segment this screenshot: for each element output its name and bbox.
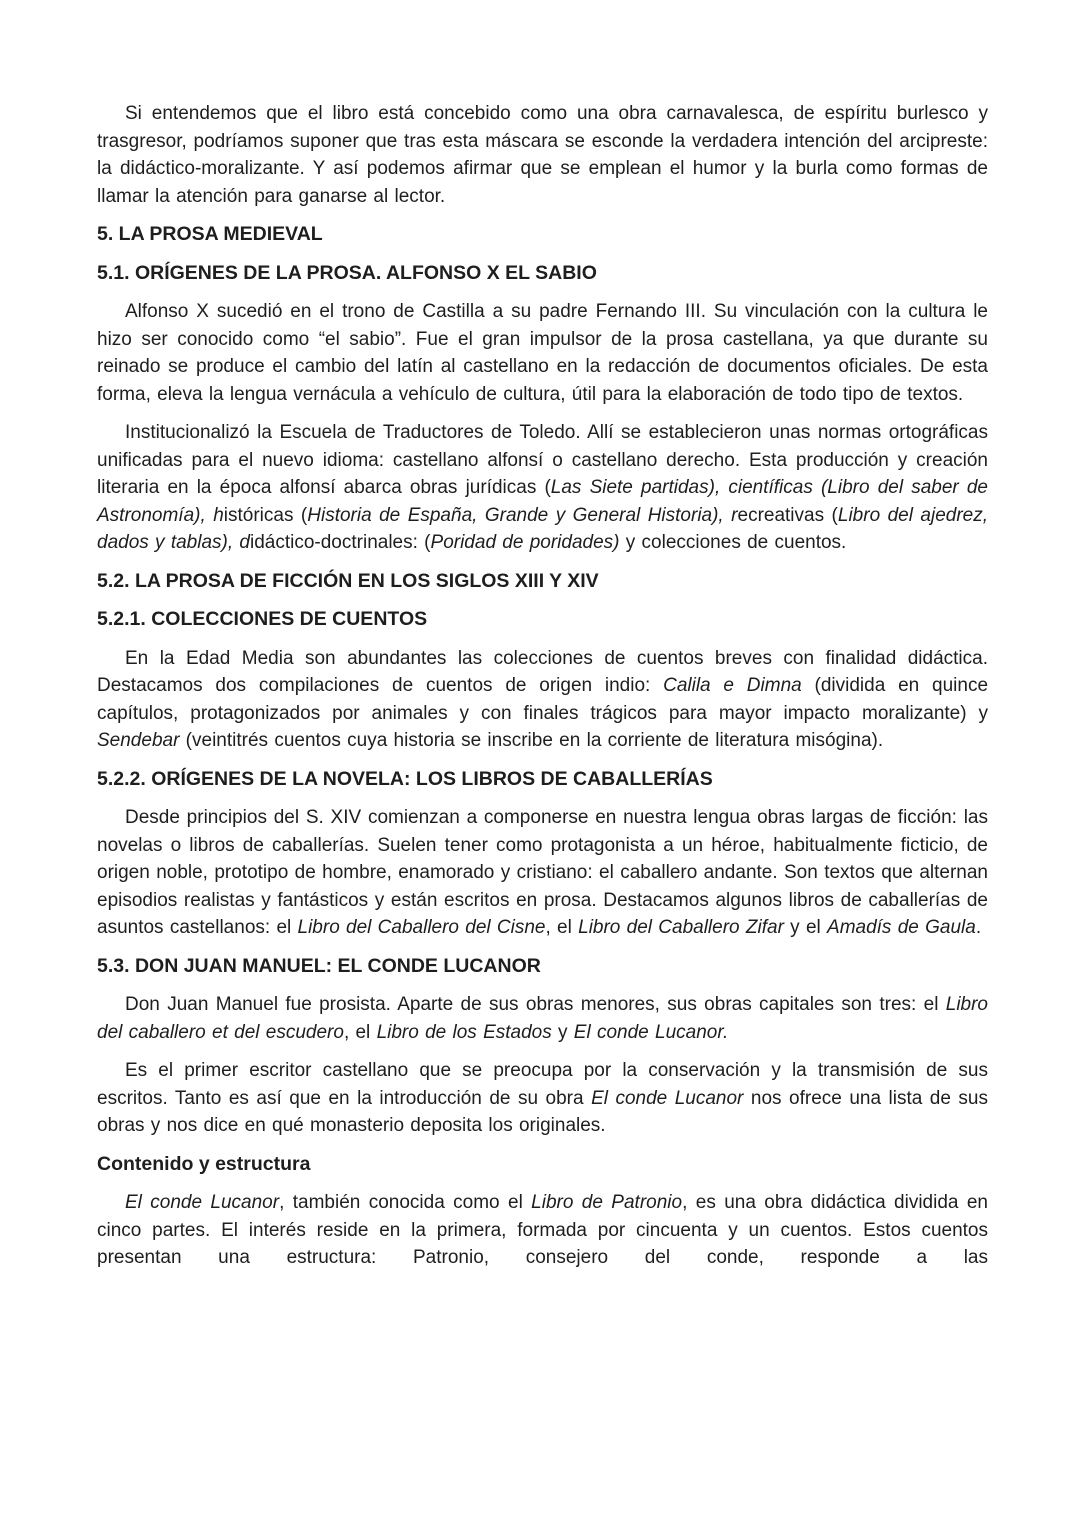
text-run: (veintitrés cuentos cuya historia se inscribe en la corriente de literatura misógina). xyxy=(179,730,884,751)
section-heading: 5.3. DON JUAN MANUEL: EL CONDE LUCANOR xyxy=(97,954,541,977)
section-heading: 5.1. ORÍGENES DE LA PROSA. ALFONSO X EL SABIO xyxy=(97,261,597,284)
paragraph xyxy=(97,298,988,408)
italic-text-run: Las Siete partidas), xyxy=(550,477,721,498)
section-heading: 5.2.2. ORÍGENES DE LA NOVELA: LOS LIBROS DE CABALLERÍAS xyxy=(97,767,713,790)
italic-text-run: Libro del Caballero del Cisne xyxy=(297,917,546,938)
section-heading: Contenido y estructura xyxy=(97,1152,311,1175)
text-run: y el xyxy=(783,917,828,938)
italic-text-run: Historia de España, Grande y General Historia), r xyxy=(307,504,738,526)
italic-text-run: Libro del ajedrez, dados y tablas), d xyxy=(97,504,988,553)
text-run: (dividida en quince capítulos, protagonizados por animales y con finales trágicos para mayor impacto moralizante) y xyxy=(97,675,989,724)
section-heading: 5.2. LA PROSA DE FICCIÓN EN LOS SIGLOS XIII Y XIV xyxy=(97,569,599,592)
text-run: Institucionalizó la Escuela de Traductores de Toledo. Allí se establecieron unas normas ortográficas unificadas para el nuevo idioma: castellano alfonsí o castellano derecho. Esta producción y creación literaria en la época alfonsí abarca obras jurídicas ( xyxy=(97,422,988,498)
italic-text-run: Libro de los Estados xyxy=(376,1021,552,1043)
text-run: Alfonso X sucedió en el trono de Castilla a su padre Fernando III. Su vinculación con la cultura le hizo ser conocido como “el sabio”. Fue el gran impulsor de la prosa castellana, ya que durante su reinado se produce el cambio del latín al castellano en la redacción de documentos oficiales. De esta forma, eleva la lengua vernácula a vehículo de cultura, útil para la elaboración de todo tipo de textos. xyxy=(97,301,988,405)
italic-text-run: científicas (Libro del saber de Astronomía), h xyxy=(97,477,988,526)
text-run: Si entendemos que el libro está concebido como una obra carnavalesca, de espíritu burlesco y trasgresor, podríamos suponer que tras esta máscara se esconde la verdadera intención del arcipreste: la didáctico-moralizante. Y así podemos afirmar que se emplean el humor y la burla como formas de llamar la atención para ganarse al lector. xyxy=(97,103,988,207)
paragraph xyxy=(97,419,988,557)
italic-text-run: Poridad de poridades) xyxy=(430,532,620,553)
text-run: Es el primer escritor castellano que se preocupa por la conservación y la transmisión de sus escritos. Tanto es así que en la introducción de su obra xyxy=(97,1060,988,1109)
paragraph xyxy=(97,1189,988,1272)
italic-text-run: El conde Lucanor. xyxy=(573,1021,729,1043)
text-run: , es una obra didáctica dividida en cinco partes. El interés reside en la primera, formada por cincuenta y un cuentos. Estos cuentos presentan una estructura: Patronio, consejero del conde, responde a las xyxy=(97,1192,988,1268)
italic-text-run: El conde Lucanor xyxy=(125,1192,280,1213)
text-run: , el xyxy=(545,917,579,938)
text-run: nos ofrece una lista de sus obras y nos dice en qué monasterio deposita los originales. xyxy=(97,1087,989,1136)
italic-text-run: Calila e Dimna xyxy=(663,675,802,696)
italic-text-run: Libro de Patronio xyxy=(531,1192,683,1213)
paragraph xyxy=(97,804,988,942)
italic-text-run: Libro del Caballero Zifar xyxy=(578,917,784,938)
text-run: Don Juan Manuel fue prosista. Aparte de sus obras menores, sus obras capitales son tres: el xyxy=(125,994,946,1015)
italic-text-run: Sendebar xyxy=(97,730,180,751)
text-run: . xyxy=(975,917,982,938)
paragraph xyxy=(97,645,988,755)
text-run: Desde principios del S. XIV comienzan a componerse en nuestra lengua obras largas de ficción: las novelas o libros de caballerías. Suelen tener como protagonista a un héroe, habitualmente ficticio, de origen noble, prototipo de hombre, enamorado y cristiano: el caballero andante. Son textos que alternan episodios realistas y fantásticos y están escritos en prosa. Destacamos algunos libros de caballerías de asuntos castellanos: el xyxy=(97,807,988,938)
text-run: , también conocida como el xyxy=(279,1192,532,1213)
text-run: istóricas ( xyxy=(223,504,308,526)
text-run: , el xyxy=(343,1021,377,1043)
text-run: idáctico-doctrinales: ( xyxy=(249,532,431,553)
paragraph xyxy=(97,1057,988,1140)
italic-text-run: Amadís de Gaula xyxy=(827,917,976,938)
section-heading: 5.2.1. COLECCIONES DE CUENTOS xyxy=(97,608,428,630)
italic-text-run: El conde Lucanor xyxy=(591,1087,744,1109)
section-heading: 5. LA PROSA MEDIEVAL xyxy=(97,223,323,245)
text-run: y colecciones de cuentos. xyxy=(619,532,847,553)
paragraph xyxy=(97,991,988,1046)
text-run: ecreativas ( xyxy=(737,504,838,526)
text-run: En la Edad Media son abundantes las colecciones de cuentos breves con finalidad didáctica. Destacamos dos compilaciones de cuentos de origen indio: xyxy=(97,647,988,696)
italic-text-run: Libro del caballero et del escudero xyxy=(97,994,988,1043)
text-run: y xyxy=(551,1021,574,1043)
paragraph xyxy=(97,100,988,210)
